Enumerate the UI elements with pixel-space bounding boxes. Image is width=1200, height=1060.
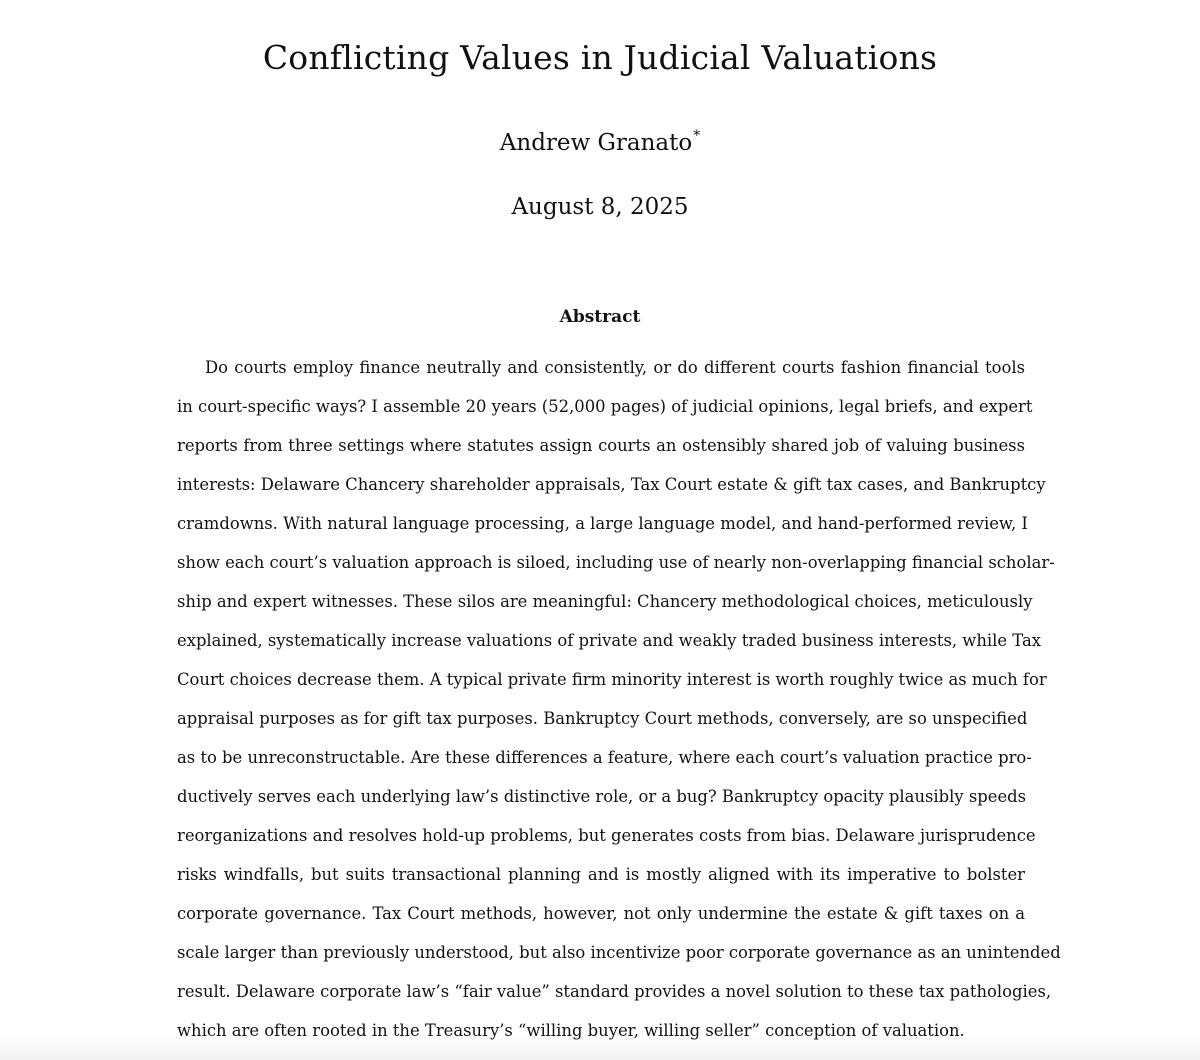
abstract-line: result. Delaware corporate law’s “fair value” standard provides a novel solution to these tax pathologies, [177, 982, 1052, 1001]
abstract-line: reorganizations and resolves hold-up problems, but generates costs from bias. Delaware jurisprudence [177, 826, 1036, 845]
abstract-line: interests: Delaware Chancery shareholder appraisals, Tax Court estate & gift tax cases, and Bankruptcy [177, 475, 1046, 494]
author-footnote-mark: * [693, 128, 701, 144]
abstract-line: reports from three settings where statutes assign courts an ostensibly shared job of valuing business [177, 436, 1025, 455]
paper-date: August 8, 2025 [511, 194, 689, 220]
abstract-line: ship and expert witnesses. These silos are meaningful: Chancery methodological choices, meticulously [177, 592, 1033, 611]
abstract-line: scale larger than previously understood, but also incentivize poor corporate governance as an unintended [177, 943, 1061, 962]
abstract-line: Do courts employ finance neutrally and consistently, or do different courts fashion financial tools [205, 358, 1025, 377]
abstract-heading: Abstract [559, 307, 641, 327]
abstract-line: ductively serves each underlying law’s distinctive role, or a bug? Bankruptcy opacity plausibly speeds [177, 787, 1027, 806]
abstract-line: cramdowns. With natural language processing, a large language model, and hand-performed review, I [177, 514, 1028, 533]
abstract-line: Court choices decrease them. A typical private firm minority interest is worth roughly twice as much for [177, 670, 1047, 689]
author-line [0, 130, 1200, 156]
abstract-line: show each court’s valuation approach is siloed, including use of nearly non-overlapping financial scholar- [177, 553, 1055, 572]
abstract-line: appraisal purposes as for gift tax purposes. Bankruptcy Court methods, conversely, are so unspecified [177, 709, 1028, 728]
abstract-body [177, 350, 1061, 1052]
abstract-line: in court-specific ways? I assemble 20 years (52,000 pages) of judicial opinions, legal briefs, and expert [177, 397, 1033, 416]
abstract-line: risks windfalls, but suits transactional planning and is mostly aligned with its imperative to bolster [177, 865, 1025, 884]
abstract-line: corporate governance. Tax Court methods, however, not only undermine the estate & gift taxes on a [177, 904, 1025, 923]
abstract-line: as to be unreconstructable. Are these differences a feature, where each court’s valuation practice pro- [177, 748, 1032, 767]
paper-title: Conflicting Values in Judicial Valuations [262, 38, 938, 77]
author-name: Andrew Granato [499, 130, 693, 156]
abstract-line: explained, systematically increase valuations of private and weakly traded business interests, while Tax [177, 631, 1041, 650]
abstract-line: which are often rooted in the Treasury’s “willing buyer, willing seller” conception of valuation. [177, 1021, 965, 1040]
